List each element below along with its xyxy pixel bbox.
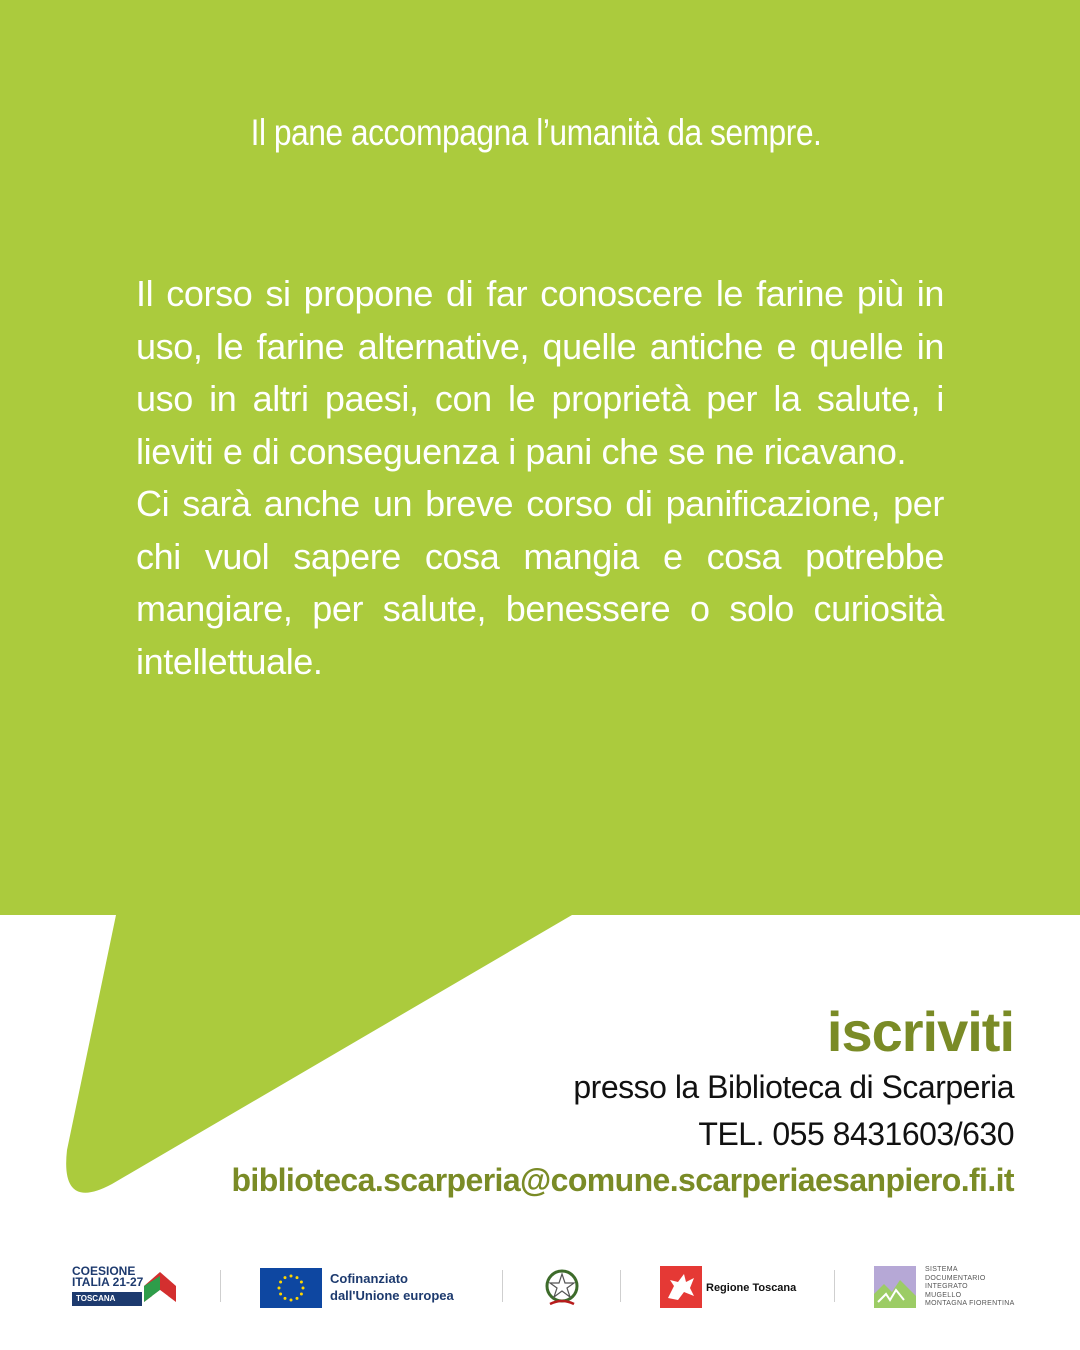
- regione-toscana-pegasus-icon: [660, 1266, 702, 1308]
- signup-phone[interactable]: TEL. 055 8431603/630: [698, 1116, 1014, 1152]
- eu-line1: Cofinanziato: [330, 1271, 408, 1286]
- regione-toscana-label: Regione Toscana: [706, 1282, 797, 1294]
- logo-separator: [834, 1270, 835, 1302]
- italian-republic-emblem-icon: [542, 1266, 582, 1310]
- sdimm-line: MUGELLO: [925, 1291, 962, 1299]
- eu-flag-icon: [260, 1268, 322, 1308]
- course-description: [136, 268, 944, 688]
- sdimm-line: INTEGRATO: [925, 1283, 968, 1290]
- sdimm-label: [925, 1266, 1015, 1309]
- logo-separator: [620, 1270, 621, 1302]
- sponsor-logos-bar: [0, 1256, 1080, 1326]
- logo-separator: [502, 1270, 503, 1302]
- eu-line2: dall'Unione europea: [330, 1288, 454, 1303]
- signup-block: [231, 1000, 1014, 1202]
- coesione-line1: COESIONE: [72, 1264, 136, 1278]
- coesione-region-label: TOSCANA: [72, 1292, 142, 1306]
- logo-separator: [220, 1270, 221, 1302]
- sdimm-line: SISTEMA: [925, 1266, 958, 1273]
- description-paragraph-2: Ci sarà anche un breve corso di panificazione, per chi vuol sapere cosa mangia e cosa potrebbe mangiare, per salute, benessere o solo curiosità intellettuale.: [136, 483, 944, 682]
- tagline: Il pane accompagna l’umanità da sempre.: [250, 112, 822, 153]
- sdimm-mountains-icon: [874, 1266, 916, 1308]
- signup-title: iscriviti: [826, 1000, 1014, 1063]
- description-paragraph-1: Il corso si propone di far conoscere le farine più in uso, le farine alternative, quelle antiche e quelle in uso in altri paesi, con le proprietà per la salute, i lieviti e di conseguenza i pani che se ne ricavano.: [136, 273, 944, 472]
- coesione-logo-text: [72, 1266, 143, 1288]
- eu-cofinanced-label: [330, 1270, 454, 1304]
- sdimm-line: DOCUMENTARIO: [925, 1274, 986, 1282]
- coesione-arrows-icon: [138, 1266, 182, 1308]
- signup-email-link[interactable]: biblioteca.scarperia@comune.scarperiaesanpiero.fi.it: [231, 1162, 1014, 1198]
- signup-location: presso la Biblioteca di Scarperia: [573, 1069, 1014, 1105]
- coesione-line2: ITALIA 21-27: [72, 1275, 144, 1289]
- sdimm-line: MONTAGNA FIORENTINA: [925, 1300, 1015, 1307]
